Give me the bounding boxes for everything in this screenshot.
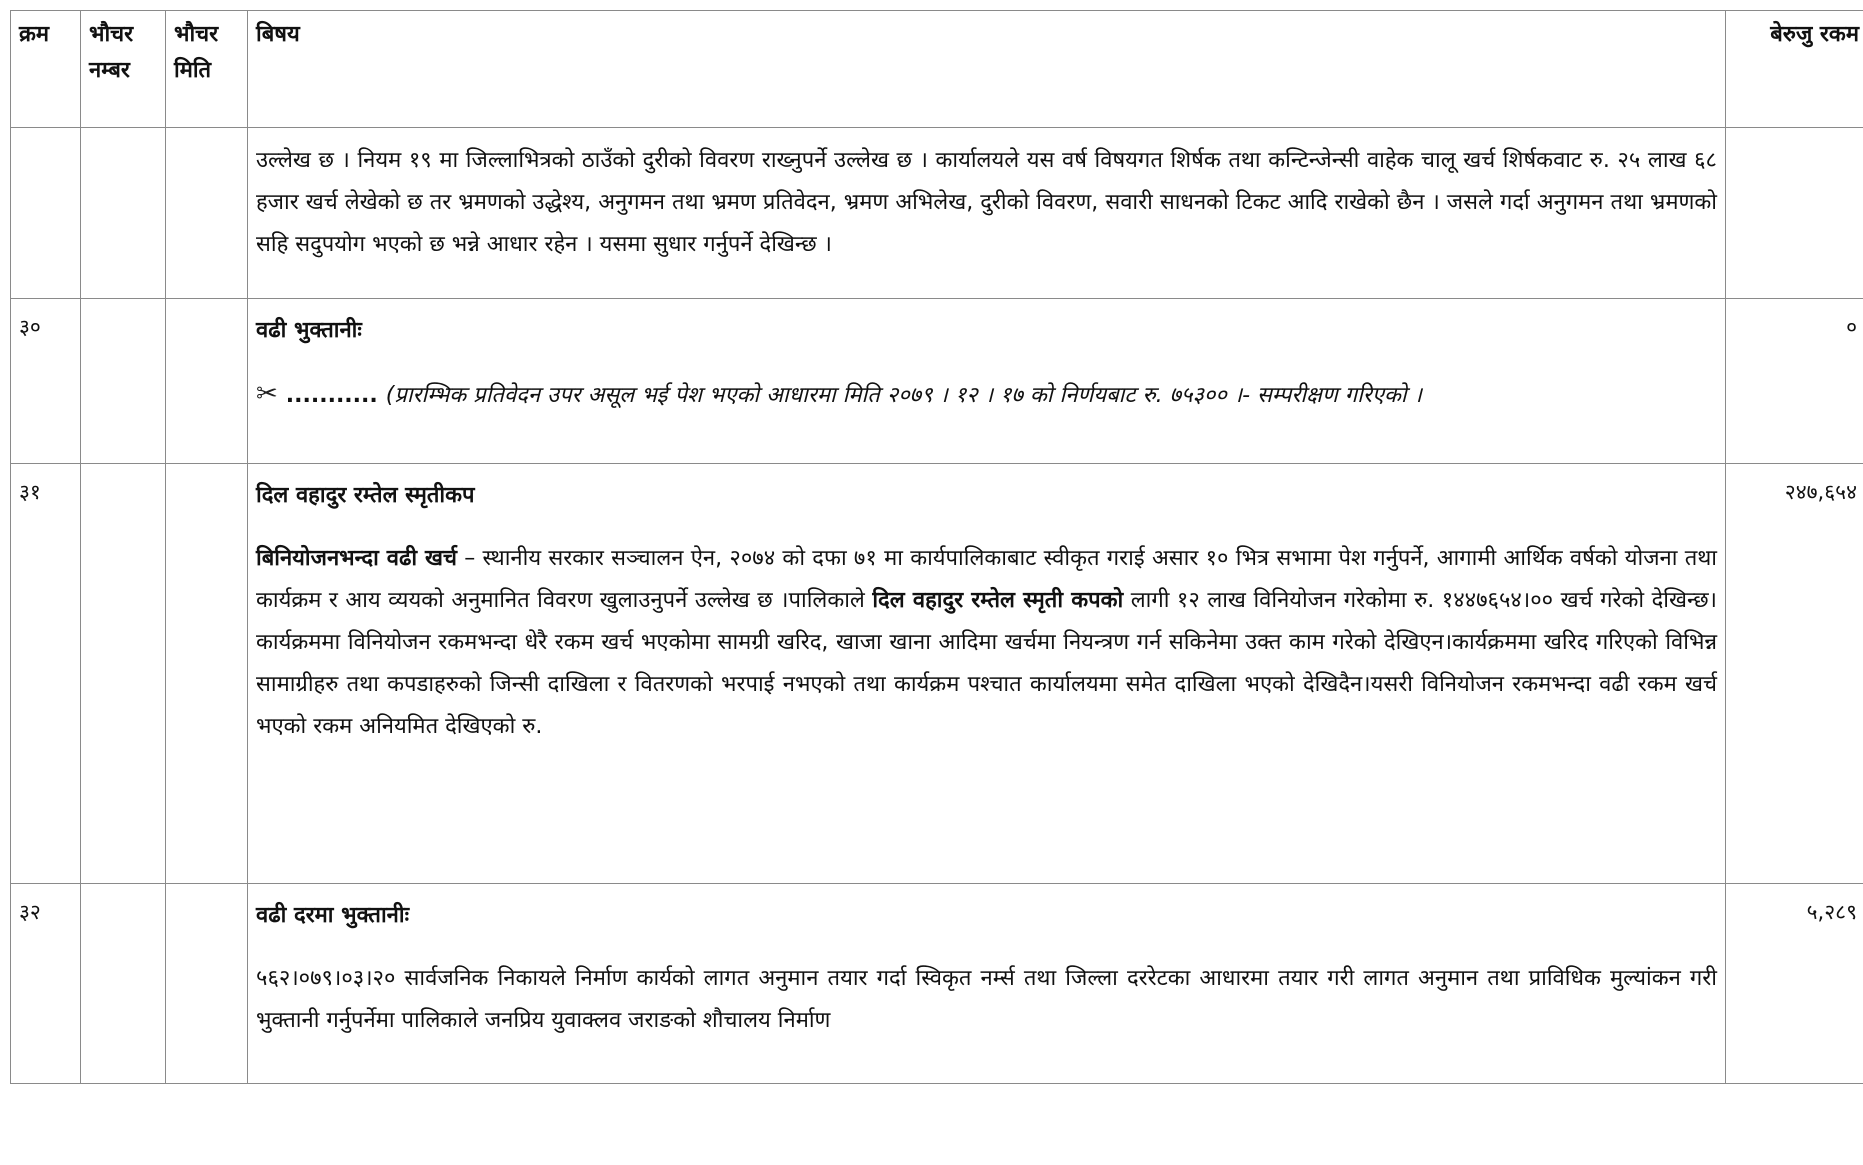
- header-subject: बिषय: [248, 11, 1726, 128]
- bold-lead: बिनियोजनभन्दा वढी खर्च: [256, 546, 457, 571]
- amount-cell: [1726, 128, 1863, 299]
- table-row: [11, 128, 1863, 299]
- voucher-number-cell: [81, 128, 166, 299]
- row-number: ३१: [11, 464, 81, 884]
- header-amount: बेरुजु रकम: [1726, 11, 1863, 128]
- voucher-date-cell: [166, 299, 248, 464]
- amount-cell: ०: [1726, 299, 1863, 464]
- paragraph-text: – स्थानीय सरकार सञ्चालन ऐन, २०७४ को दफा ७१ मा कार्यपालिकाबाट स्वीकृत गराई असार १० भित्र सभामा पेश गर्नुपर्ने, आगामी आर्थिक वर्षको योजना तथा कार्यक्रम र आय व्ययको अनुमानित विवरण खुलाउनुपर्ने उल्लेख छ ।पालिकाले: [256, 546, 1718, 613]
- row-heading: वढी दरमा भुक्तानीः: [256, 903, 410, 928]
- voucher-number-cell: [81, 464, 166, 884]
- voucher-date-cell: [166, 464, 248, 884]
- leader-dots: ...........: [285, 383, 378, 408]
- table-row: [11, 464, 1863, 884]
- header-voucher-number: भौचर नम्बर: [81, 11, 166, 128]
- paragraph-text: लागी १२ लाख विनियोजन गरेकोमा रु. १४४७६५४।०० खर्च गरेको देखिन्छ। कार्यक्रममा विनियोजन रकमभन्दा धेरै रकम खर्च भएकोमा सामग्री खरिद, खाजा खाना आदिमा खर्चमा नियन्त्रण गर्न सकिनेमा उक्त काम गरेको देखिएन।कार्यक्रममा खरिद गरिएको विभिन्न सामाग्रीहरु तथा कपडाहरुको जिन्सी दाखिला र वितरणको भरपाई नभएको तथा कार्यक्रम पश्चात कार्यालयमा समेत दाखिला भएको देखिदैन।यसरी विनियोजन रकमभन्दा वढी रकम खर्च भएको रकम अनियमित देखिएको रु.: [256, 588, 1717, 739]
- note-text: (प्रारम्भिक प्रतिवेदन उपर असूल भई पेश भएको आधारमा मिति २०७९ । १२ । १७ को निर्णयबाट रु. ७५३०० ।- सम्परीक्षण गरिएको ।: [385, 383, 1422, 408]
- subject-cell: [248, 128, 1726, 299]
- header-voucher-date: भौचर मिति: [166, 11, 248, 128]
- note-paragraph: [256, 373, 1717, 417]
- row-heading: वढी भुक्तानीः: [256, 318, 362, 343]
- voucher-number-cell: [81, 884, 166, 1084]
- amount-cell: ५,२८९: [1726, 884, 1863, 1084]
- bold-inline: दिल वहादुर रम्तेल स्मृती कपको: [872, 588, 1124, 613]
- subject-cell: [248, 299, 1726, 464]
- scissors-icon: ✂: [256, 379, 278, 409]
- voucher-number-cell: [81, 299, 166, 464]
- audit-table: [10, 10, 1863, 1084]
- voucher-date-cell: [166, 128, 248, 299]
- header-kram: क्रम: [11, 11, 81, 128]
- subject-paragraph: ५६२।०७९।०३।२० सार्वजनिक निकायले निर्माण कार्यको लागत अनुमान तयार गर्दा स्विकृत नर्म्स तथा जिल्ला दररेटका आधारमा तयार गरी लागत अनुमान तथा प्राविधिक मुल्यांकन गरी भुक्तानी गर्नुपर्नेमा पालिकाले जनप्रिय युवाक्लव जराङको शौचालय निर्माण: [256, 966, 1717, 1033]
- amount-cell: २४७,६५४: [1726, 464, 1863, 884]
- table-row: [11, 299, 1863, 464]
- row-number: ३०: [11, 299, 81, 464]
- row-number: ३२: [11, 884, 81, 1084]
- subject-cell: [248, 464, 1726, 884]
- subject-cell: [248, 884, 1726, 1084]
- subject-paragraph: [256, 538, 1717, 748]
- row-number: [11, 128, 81, 299]
- row-heading: दिल वहादुर रम्तेल स्मृतीकप: [256, 483, 475, 508]
- header-row: [11, 11, 1863, 128]
- table-row: [11, 884, 1863, 1084]
- subject-paragraph: उल्लेख छ । नियम १९ मा जिल्लाभित्रको ठाउँको दुरीको विवरण राख्नुपर्ने उल्लेख छ । कार्यालयले यस वर्ष विषयगत शिर्षक तथा कन्टिन्जेन्सी वाहेक चालू खर्च शिर्षकवाट रु. २५ लाख ६८ हजार खर्च लेखेको छ तर भ्रमणको उद्धेश्य, अनुगमन तथा भ्रमण प्रतिवेदन, भ्रमण अभिलेख, दुरीको विवरण, सवारी साधनको टिकट आदि राखेको छैन । जसले गर्दा अनुगमन तथा भ्रमणको सहि सदुपयोग भएको छ भन्ने आधार रहेन । यसमा सुधार गर्नुपर्ने देखिन्छ ।: [256, 148, 1717, 257]
- voucher-date-cell: [166, 884, 248, 1084]
